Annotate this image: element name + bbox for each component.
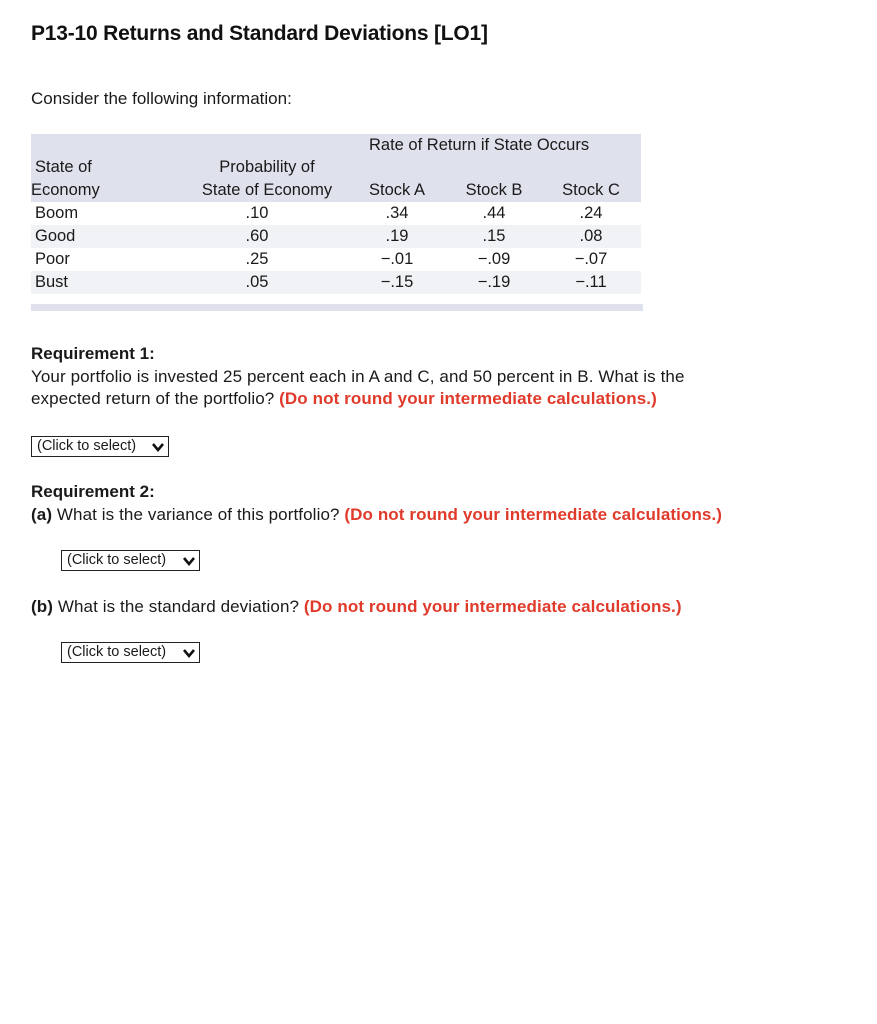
cell-stock-b: .15 (482, 227, 506, 245)
requirement-2-heading: Requirement 2: (31, 482, 155, 501)
table-row (31, 202, 641, 225)
rate-of-return-header: Rate of Return if State Occurs (369, 136, 590, 154)
part-a-note: (Do not round your intermediate calculations.) (344, 505, 723, 524)
col-stock-b-header: Stock B (465, 181, 523, 199)
part-b-text: What is the standard deviation? (53, 597, 304, 616)
cell-state: Poor (35, 250, 70, 268)
cell-state: Boom (35, 204, 79, 222)
part-a-text: What is the variance of this portfolio? (52, 505, 345, 524)
cell-prob: .05 (245, 273, 269, 291)
cell-stock-c: .24 (579, 204, 603, 222)
standard-deviation-select[interactable] (61, 642, 200, 663)
cell-state: Bust (35, 273, 69, 291)
cell-stock-a: −.15 (380, 273, 414, 291)
chevron-down-icon (150, 439, 166, 455)
requirement-1-text-line1: Your portfolio is invested 25 percent each in A and C, and 50 percent in B. What is the (31, 367, 685, 386)
part-a-label: (a) (31, 505, 53, 524)
cell-state: Good (35, 227, 76, 245)
returns-table (31, 134, 643, 311)
variance-select-value: (Click to select) (67, 552, 167, 568)
cell-prob: .60 (245, 227, 269, 245)
standard-deviation-select-value: (Click to select) (67, 644, 167, 660)
cell-stock-a: .19 (385, 227, 409, 245)
col-state-header-1: State of (35, 158, 92, 176)
col-prob-header-2: State of Economy (201, 181, 333, 199)
cell-stock-a: −.01 (380, 250, 414, 268)
table-row (31, 271, 641, 294)
requirement-1-heading: Requirement 1: (31, 344, 155, 363)
cell-stock-b: −.19 (477, 273, 511, 291)
requirement-1-text-line2: expected return of the portfolio? (31, 389, 280, 408)
col-state-header-2: Economy (31, 181, 100, 199)
variance-select[interactable] (61, 550, 200, 571)
requirement-2b-question (31, 596, 831, 618)
expected-return-select-value: (Click to select) (37, 438, 137, 454)
table-row (31, 248, 641, 271)
part-b-note: (Do not round your intermediate calculations.) (303, 597, 682, 616)
intro-text: Consider the following information: (31, 89, 292, 108)
cell-stock-c: −.11 (575, 273, 607, 291)
cell-stock-c: .08 (579, 227, 603, 245)
cell-stock-b: .44 (482, 204, 506, 222)
cell-stock-a: .34 (385, 204, 409, 222)
expected-return-select[interactable] (31, 436, 169, 457)
cell-prob: .10 (245, 204, 269, 222)
requirement-2a-question (31, 504, 831, 526)
cell-prob: .25 (245, 250, 269, 268)
chevron-down-icon (181, 645, 197, 661)
col-prob-header-1: Probability of (219, 158, 315, 176)
part-b-label: (b) (31, 597, 54, 616)
cell-stock-c: −.07 (574, 250, 608, 268)
requirement-1-question (31, 366, 831, 410)
page-title: P13-10 Returns and Standard Deviations [LO1] (31, 22, 488, 45)
table-row (31, 225, 641, 248)
cell-stock-b: −.09 (477, 250, 511, 268)
col-stock-c-header: Stock C (562, 181, 620, 199)
table-bottom-rule (31, 304, 643, 311)
col-stock-a-header: Stock A (369, 181, 425, 199)
chevron-down-icon (181, 553, 197, 569)
requirement-1-note: (Do not round your intermediate calculations.) (279, 389, 657, 408)
